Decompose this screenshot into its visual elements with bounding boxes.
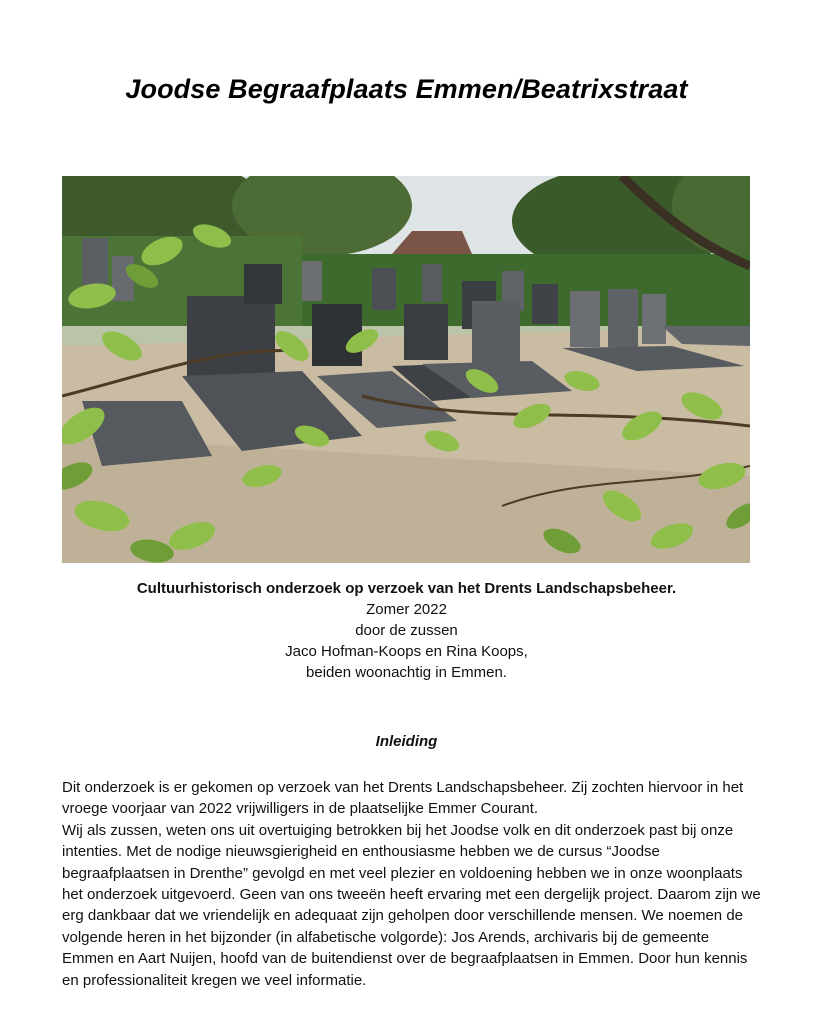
credits-subtitle: Cultuurhistorisch onderzoek op verzoek van het Drents Landschapsbeheer. [136, 580, 677, 597]
credits-by: door de zussen [355, 622, 458, 639]
paragraph-2: Wij als zussen, weten ons uit overtuiging betrokken bij het Joodse volk en dit onderzoek past bij onze intenties. Met de nodige nieuwsgierigheid en enthousiasme hebben we de cursus “Joodse begraafplaatsen in Drenthe” gevolgd en met veel plezier en voldoening hebben we in onze woonplaats het onderzoek uitgevoerd. Geen van ons tweeën heeft ervaring met een dergelijk project. Daarom zijn we erg dankbaar dat we vriendelijk en adequaat zijn geholpen door verschillende mensen. We noemen de volgende heren in het bijzonder (in alfabetische volgorde): Jos Arends, archivaris bij de gemeente Emmen en Aart Nuijen, hoofd van de buitendienst over de begraafplaatsen in Emmen. Door hun kennis en professionaliteit kregen we veel informatie. [62, 821, 761, 989]
cemetery-photo [62, 176, 750, 563]
credits-authors: Jaco Hofman-Koops en Rina Koops, [285, 643, 528, 660]
section-heading: Inleiding [375, 733, 438, 750]
cemetery-photo-icon [62, 176, 750, 563]
credits-date: Zomer 2022 [366, 601, 447, 618]
paragraph-1: Dit onderzoek is er gekomen op verzoek van het Drents Landschapsbeheer. Zij zochten hiervoor in het vroege voorjaar van 2022 vrijwilligers in de plaatselijke Emmer Courant. [62, 779, 744, 818]
credits-residence: beiden woonachtig in Emmen. [306, 664, 507, 681]
document-title: Joodse Begraafplaats Emmen/Beatrixstraat [125, 74, 688, 104]
body-text [62, 777, 762, 991]
credits-block [0, 578, 813, 683]
